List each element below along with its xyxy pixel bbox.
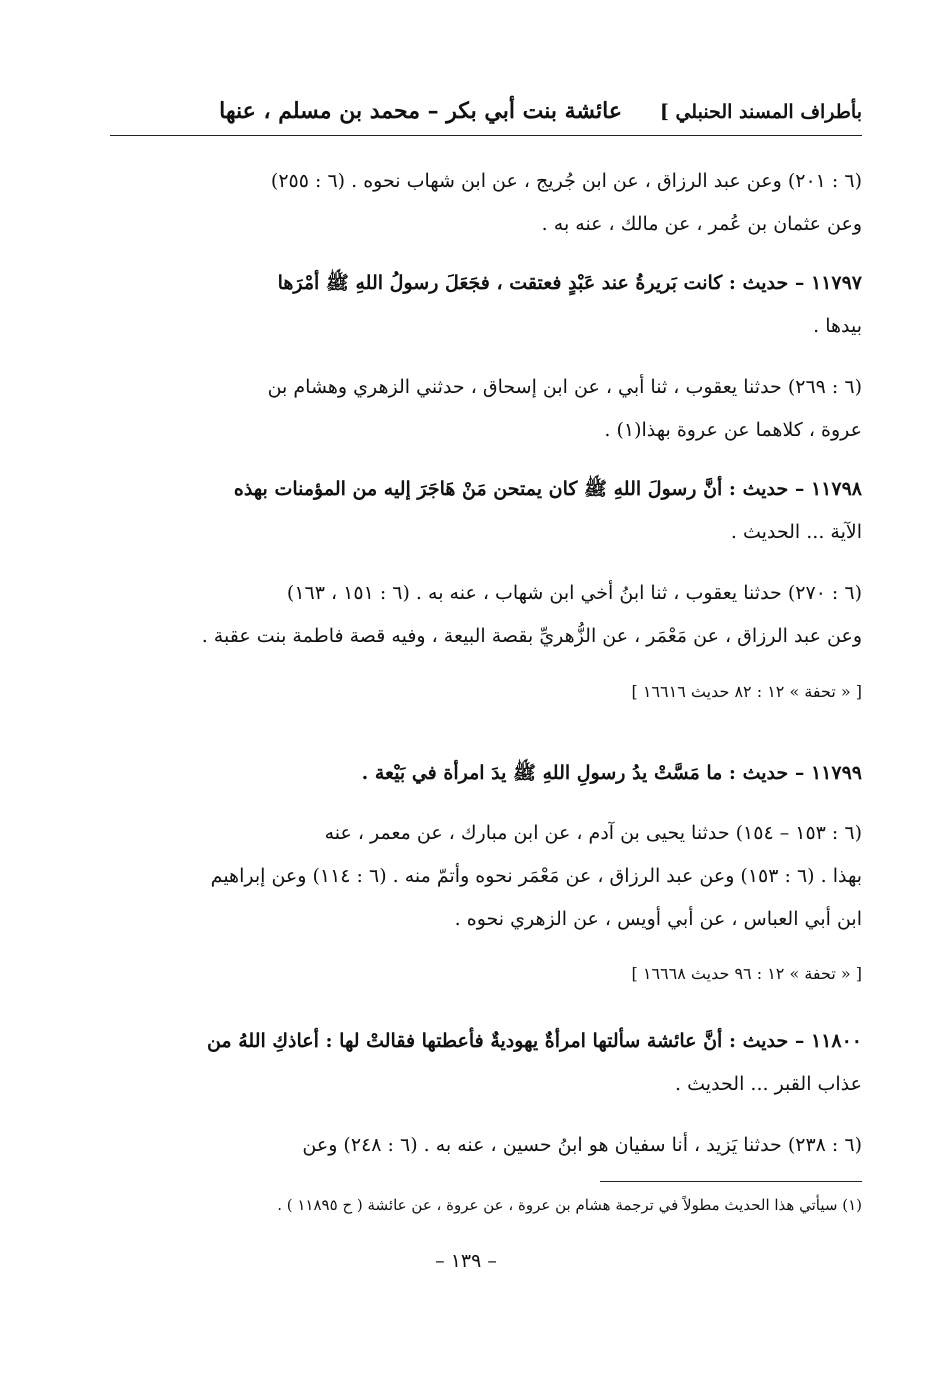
tuhfa-reference [110, 952, 862, 995]
tuhfa-reference [110, 670, 862, 713]
text-line: وعن عبد الرزاق ، عن مَعْمَر ، عن الزُّهريِّ بقصة البيعة ، وفيه قصة فاطمة بنت عقبة . [201, 625, 862, 647]
hadith-11798 [110, 468, 862, 554]
footnote: (١) سيأتي هذا الحديث مطولاً في ترجمة هشام بن عروة ، عن عروة ، عن عائشة ( ح ١١٨٩٥ ) . [277, 1196, 862, 1214]
isnad-paragraph [110, 366, 862, 452]
hadith-11797 [110, 262, 862, 348]
isnad-paragraph [110, 1124, 862, 1167]
reference-line: [ « تحفة » ١٢ : ٨٢ حديث ١٦٦١٦ ] [631, 682, 862, 701]
text-line: (٦ : ٢٠١) وعن عبد الرزاق ، عن ابن جُريج ، عن ابن شهاب نحوه . (٦ : ٢٥٥) [270, 170, 862, 192]
reference-line: [ « تحفة » ١٢ : ٩٦ حديث ١٦٦٦٨ ] [631, 964, 862, 983]
text-line: ١١٧٩٨ – حديث : أنَّ رسولَ اللهِ ﷺ كان يمتحن مَنْ هَاجَرَ إليه من المؤمنات بهذه [233, 478, 862, 500]
text-line: (٦ : ١٥٣ – ١٥٤) حدثنا يحيى بن آدم ، عن ابن مبارك ، عن معمر ، عنه [324, 822, 862, 844]
text-line: (٦ : ٢٦٩) حدثنا يعقوب ، ثنا أبي ، عن ابن إسحاق ، حدثني الزهري وهشام بن [267, 376, 862, 398]
text-line: (٦ : ٢٣٨) حدثنا يَزيد ، أنا سفيان هو ابنُ حسين ، عنه به . (٦ : ٢٤٨) وعن [302, 1134, 862, 1156]
text-line: الآية ... الحديث . [730, 521, 862, 543]
text-line: عذاب القبر ... الحديث . [675, 1073, 862, 1095]
isnad-paragraph [110, 572, 862, 658]
text-line: (٦ : ٢٧٠) حدثنا يعقوب ، ثنا ابنُ أخي ابن شهاب ، عنه به . (٦ : ١٥١ ، ١٦٣) [286, 582, 862, 604]
hadith-11799 [110, 752, 862, 795]
text-line: عروة ، كلاهما عن عروة بهذا(١) . [604, 419, 862, 441]
header-chapter-title: عائشة بنت أبي بكر – محمد بن مسلم ، عنها [219, 98, 622, 124]
text-line: وعن عثمان بن عُمر ، عن مالك ، عنه به . [541, 213, 862, 235]
text-line: بهذا . (٦ : ١٥٣) وعن عبد الرزاق ، عن مَعْمَر نحوه وأتمّ منه . (٦ : ١١٤) وعن إبراهيم [210, 865, 862, 887]
page-number: – ١٣٩ – [435, 1250, 497, 1272]
running-header [110, 95, 862, 136]
header-book-title: بأطراف المسند الحنبلي ] [659, 101, 862, 123]
isnad-paragraph [110, 812, 862, 941]
text-line: ١١٨٠٠ – حديث : أنَّ عائشة سألتها امرأةٌ يهوديةٌ فأعطتها فقالتْ لها : أعاذكِ اللهُ من [206, 1030, 862, 1052]
text-line: ١١٧٩٩ – حديث : ما مَسَّتْ يدُ رسولِ اللهِ ﷺ يدَ امرأة في بَيْعة . [361, 762, 862, 784]
text-line: ابن أبي العباس ، عن أبي أويس ، عن الزهري نحوه . [454, 908, 862, 930]
footnote-separator [600, 1181, 862, 1182]
isnad-paragraph [110, 160, 862, 246]
text-line: بيدها . [813, 315, 862, 337]
text-line: ١١٧٩٧ – حديث : كانت بَريرةُ عند عَبْدٍ فعتقت ، فجَعَلَ رسولُ اللهِ ﷺ أمْرَها [277, 272, 862, 294]
hadith-11800 [110, 1020, 862, 1106]
